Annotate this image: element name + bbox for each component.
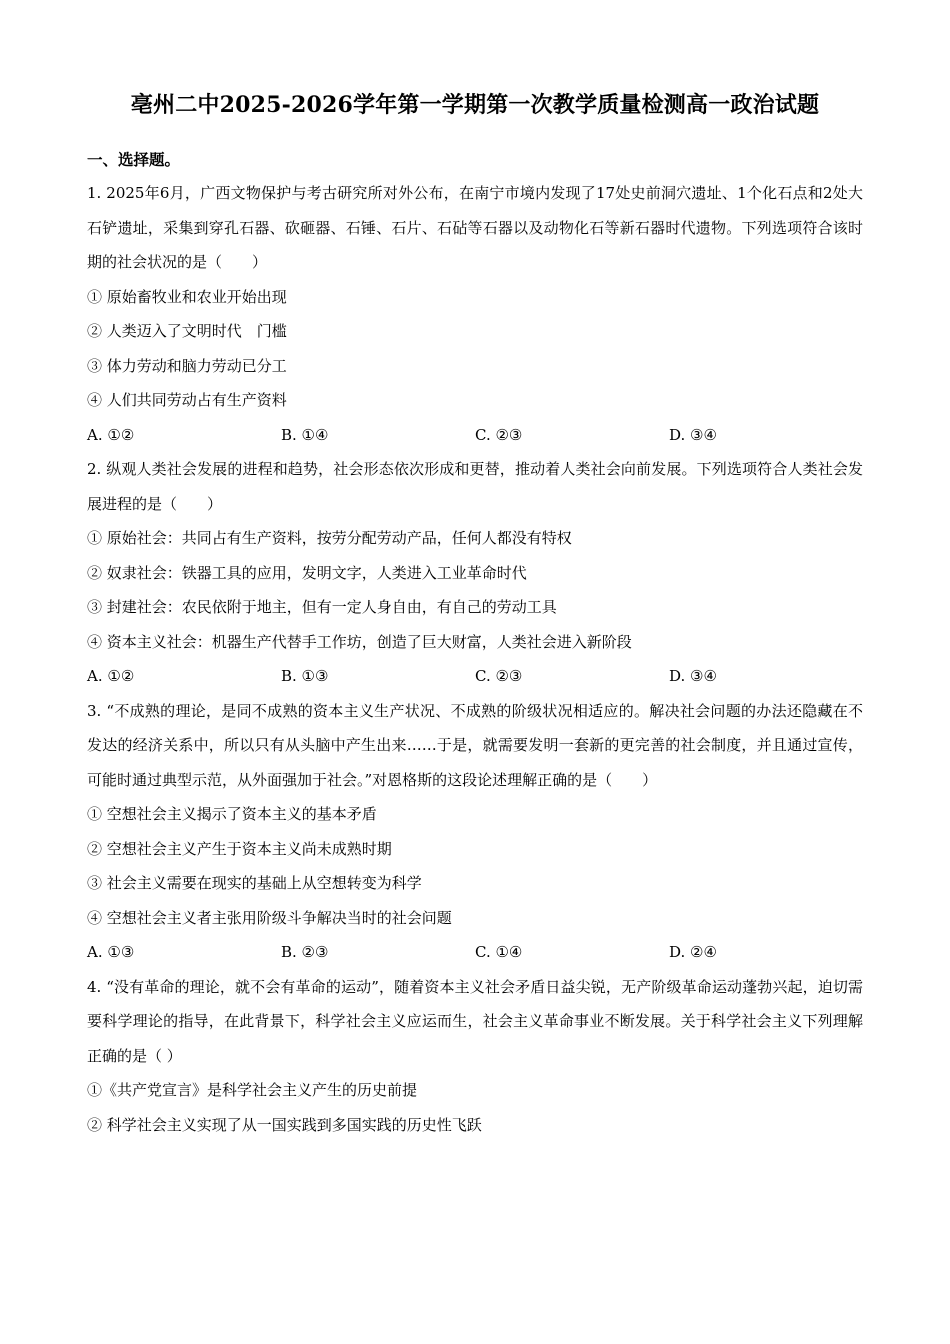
choice-c: C. ②③ — [475, 425, 523, 444]
question-option: ①《共产党宣言》是科学社会主义产生的历史前提 — [87, 1081, 418, 1099]
question-option: ③ 体力劳动和脑力劳动已分工 — [87, 356, 287, 375]
answer-choices — [87, 418, 863, 453]
question-option: ① 原始畜牧业和农业开始出现 — [87, 287, 287, 306]
question-stem: 2. 纵观人类社会发展的进程和趋势，社会形态依次形成和更替，推动着人类社会向前发展。下列选项符合人类社会发展进程的是（ ） — [87, 460, 863, 513]
question-option: ③ 封建社会：农民依附于地主，但有一定人身自由，有自己的劳动工具 — [87, 598, 557, 616]
question-option: ② 科学社会主义实现了从一国实践到多国实践的历史性飞跃 — [87, 1115, 482, 1134]
exam-title: 亳州二中2025-2026学年第一学期第一次教学质量检测高一政治试题 — [130, 92, 820, 118]
choice-a: A. ①③ — [87, 943, 135, 961]
question-4 — [87, 970, 863, 1143]
question-option: ④ 资本主义社会：机器生产代替手工作坊，创造了巨大财富，人类社会进入新阶段 — [87, 632, 632, 651]
choice-d: D. ③④ — [669, 425, 717, 444]
answer-choices — [87, 659, 863, 694]
question-option: ② 空想社会主义产生于资本主义尚未成熟时期 — [87, 839, 392, 858]
question-stem: 4. “没有革命的理论，就不会有革命的运动”，随着资本主义社会矛盾日益尖锐，无产阶级革命运动蓬勃兴起，迫切需要科学理论的指导，在此背景下，科学社会主义应运而生，社会主义革命事业不断发展。关于科学社会主义下列理解正确的是（ ） — [87, 977, 863, 1065]
question-option: ④ 空想社会主义者主张用阶级斗争解决当时的社会问题 — [87, 908, 452, 927]
question-1 — [87, 176, 863, 452]
choice-a: A. ①② — [87, 667, 135, 685]
choice-b: B. ①④ — [281, 425, 329, 444]
choice-a: A. ①② — [87, 425, 135, 444]
choice-b: B. ②③ — [281, 943, 329, 961]
question-3 — [87, 694, 863, 970]
question-2 — [87, 452, 863, 694]
question-stem: 1. 2025年6月，广西文物保护与考古研究所对外公布，在南宁市境内发现了17处史前洞穴遗址、1个化石点和2处大石铲遗址，采集到穿孔石器、砍砸器、石锤、石片、石砧等石器以及动物化石等新石器时代遗物。下列选项符合该时期的社会状况的是（ ） — [87, 184, 863, 271]
question-stem: 3. “不成熟的理论，是同不成熟的资本主义生产状况、不成熟的阶级状况相适应的。解决社会问题的办法还隐藏在不发达的经济关系中，所以只有从头脑中产生出来……于是，就需要发明一套新的更完善的社会制度，并且通过宣传，可能时通过典型示范，从外面强加于社会。”对恩格斯的这段论述理解正确的是（ ） — [87, 701, 863, 789]
section-heading: 一、选择题。 — [87, 150, 181, 169]
question-option: ① 空想社会主义揭示了资本主义的基本矛盾 — [87, 805, 377, 823]
question-list — [87, 176, 863, 1142]
answer-choices — [87, 935, 863, 970]
question-option: ④ 人们共同劳动占有生产资料 — [87, 391, 287, 409]
question-option: ① 原始社会：共同占有生产资料，按劳分配劳动产品，任何人都没有特权 — [87, 529, 572, 547]
choice-d: D. ③④ — [669, 667, 717, 685]
choice-c: C. ①④ — [475, 943, 523, 961]
question-option: ② 奴隶社会：铁器工具的应用，发明文字，人类进入工业革命时代 — [87, 563, 527, 582]
choice-c: C. ②③ — [475, 667, 523, 685]
choice-b: B. ①③ — [281, 667, 329, 685]
choice-d: D. ②④ — [669, 943, 717, 961]
question-option: ③ 社会主义需要在现实的基础上从空想转变为科学 — [87, 874, 422, 892]
question-option: ② 人类迈入了文明时代 门槛 — [87, 322, 287, 340]
